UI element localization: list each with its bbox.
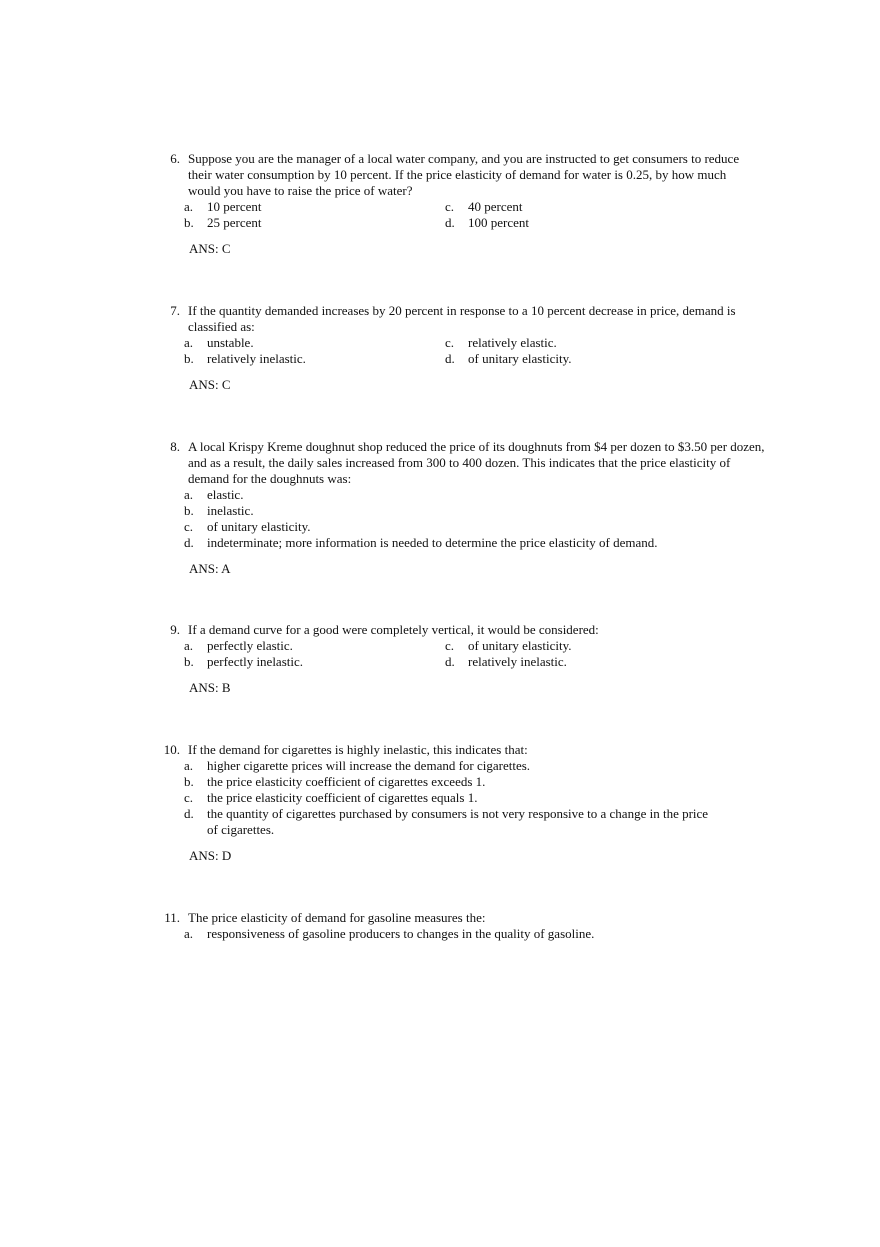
- option-text: indeterminate; more information is needed to determine the price elasticity of demand.: [207, 535, 658, 550]
- option-letter: d.: [445, 351, 455, 366]
- answer-key: ANS: C: [189, 241, 231, 256]
- question-9: [150, 622, 770, 696]
- option-letter: b.: [184, 215, 194, 230]
- option-text: of unitary elasticity.: [468, 638, 572, 653]
- option-letter: b.: [184, 351, 194, 366]
- option-text: of unitary elasticity.: [207, 519, 311, 534]
- option-text: perfectly inelastic.: [207, 654, 304, 669]
- option-a: [184, 758, 770, 774]
- question-10: [150, 742, 770, 864]
- option-letter: a.: [184, 335, 194, 350]
- options-grid: [184, 638, 770, 670]
- option-letter: c.: [445, 335, 455, 350]
- option-letter: d.: [184, 535, 194, 550]
- option-c: [445, 199, 745, 215]
- question-stem: [150, 439, 770, 487]
- option-text: higher cigarette prices will increase the demand for cigarettes.: [207, 758, 531, 773]
- option-text: 40 percent: [468, 199, 523, 214]
- option-d: [445, 351, 745, 367]
- option-letter: a.: [184, 199, 194, 214]
- option-c: [184, 790, 770, 806]
- question-number: 10.: [163, 742, 180, 757]
- option-text: 10 percent: [207, 199, 262, 214]
- option-b: [184, 215, 445, 231]
- option-letter: b.: [184, 503, 194, 518]
- option-letter: c.: [445, 638, 455, 653]
- option-c: [445, 638, 745, 654]
- question-11: [150, 910, 770, 942]
- question-stem: [150, 910, 770, 926]
- options-list: [184, 758, 770, 838]
- answer-key: ANS: A: [189, 561, 231, 576]
- option-letter: a.: [184, 758, 194, 773]
- answer-key: ANS: B: [189, 680, 231, 695]
- option-text: relatively inelastic.: [468, 654, 567, 669]
- option-b: [184, 774, 770, 790]
- option-letter: a.: [184, 638, 194, 653]
- option-a: [184, 487, 770, 503]
- question-text: If the quantity demanded increases by 20 percent in response to a 10 percent decrease in price, demand is classified as:: [188, 303, 736, 334]
- question-6: [150, 151, 770, 257]
- question-number: 8.: [170, 439, 180, 454]
- option-a: [184, 335, 445, 351]
- option-letter: c.: [445, 199, 455, 214]
- option-text: the price elasticity coefficient of cigarettes exceeds 1.: [207, 774, 486, 789]
- options-grid: [184, 199, 770, 231]
- question-text: If the demand for cigarettes is highly inelastic, this indicates that:: [188, 742, 528, 757]
- option-text: the quantity of cigarettes purchased by consumers is not very responsive to a change in the price of cigarettes.: [207, 806, 709, 837]
- option-text: responsiveness of gasoline producers to changes in the quality of gasoline.: [207, 926, 595, 941]
- question-number: 7.: [170, 303, 180, 318]
- option-text: unstable.: [207, 335, 254, 350]
- option-b: [184, 503, 770, 519]
- option-letter: d.: [445, 654, 455, 669]
- question-text: A local Krispy Kreme doughnut shop reduced the price of its doughnuts from $4 per dozen to $3.50 per dozen, and as a result, the daily sales increased from 300 to 400 dozen. This indicates that the price elasticity of demand for the doughnuts was:: [188, 439, 765, 486]
- answer-key: ANS: D: [189, 848, 232, 863]
- option-c: [184, 519, 770, 535]
- question-stem: [150, 151, 740, 199]
- question-7: [150, 303, 770, 393]
- options-grid: [184, 335, 770, 367]
- option-d: [184, 535, 770, 551]
- question-number: 9.: [170, 622, 180, 637]
- option-text: 25 percent: [207, 215, 262, 230]
- option-text: the price elasticity coefficient of cigarettes equals 1.: [207, 790, 478, 805]
- question-stem: [150, 622, 770, 638]
- answer-key: ANS: C: [189, 377, 231, 392]
- question-number: 6.: [170, 151, 180, 166]
- option-d: [445, 654, 745, 670]
- options-list: [184, 487, 770, 551]
- option-letter: b.: [184, 654, 194, 669]
- option-letter: d.: [445, 215, 455, 230]
- question-8: [150, 439, 770, 577]
- options-list: [184, 926, 770, 942]
- option-a: [184, 199, 445, 215]
- option-text: perfectly elastic.: [207, 638, 293, 653]
- option-text: relatively inelastic.: [207, 351, 306, 366]
- option-text: elastic.: [207, 487, 244, 502]
- option-a: [184, 926, 770, 942]
- option-text: relatively elastic.: [468, 335, 557, 350]
- option-text: of unitary elasticity.: [468, 351, 572, 366]
- option-a: [184, 638, 445, 654]
- option-text: inelastic.: [207, 503, 254, 518]
- question-stem: [150, 742, 770, 758]
- option-b: [184, 351, 445, 367]
- option-letter: a.: [184, 926, 194, 941]
- option-letter: b.: [184, 774, 194, 789]
- question-text: The price elasticity of demand for gasoline measures the:: [188, 910, 486, 925]
- option-letter: c.: [184, 790, 194, 805]
- option-c: [445, 335, 745, 351]
- question-text: If a demand curve for a good were completely vertical, it would be considered:: [188, 622, 599, 637]
- option-d: [184, 806, 712, 838]
- option-letter: a.: [184, 487, 194, 502]
- option-letter: d.: [184, 806, 194, 821]
- option-text: 100 percent: [468, 215, 530, 230]
- question-number: 11.: [164, 910, 180, 925]
- option-b: [184, 654, 445, 670]
- option-d: [445, 215, 745, 231]
- question-text: Suppose you are the manager of a local water company, and you are instructed to get consumers to reduce their water consumption by 10 percent. If the price elasticity of demand for water is 0.25, by how much would you have to raise the price of water?: [188, 151, 740, 198]
- question-stem: [150, 303, 770, 335]
- option-letter: c.: [184, 519, 194, 534]
